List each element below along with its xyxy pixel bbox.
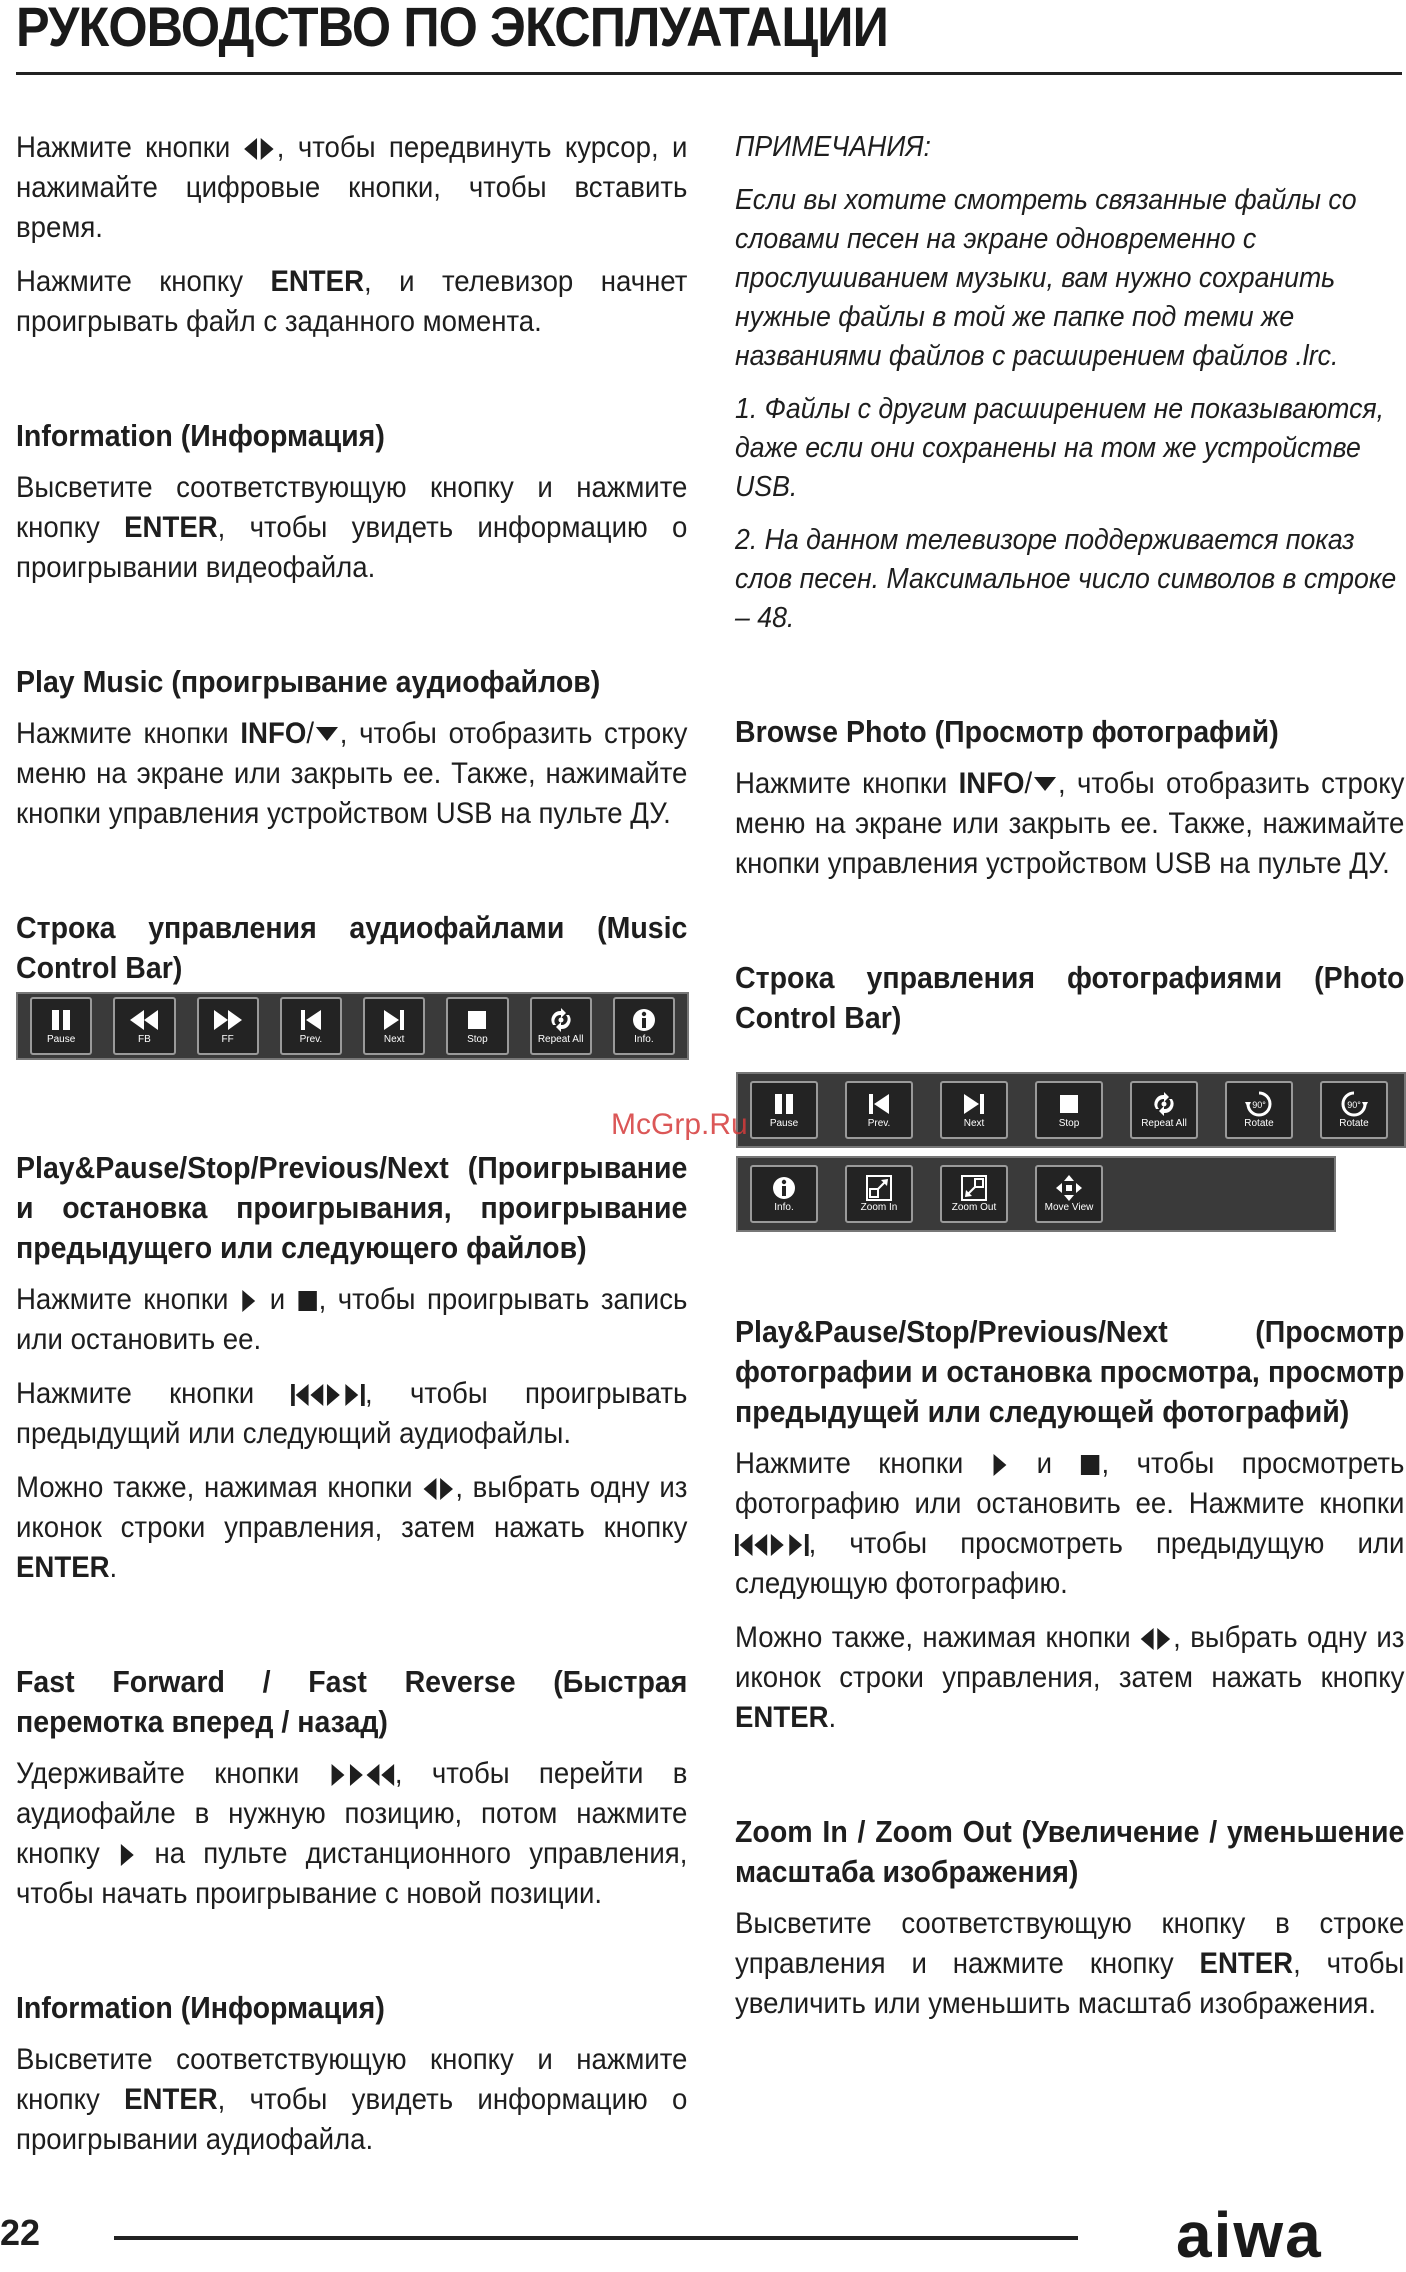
button-label: Repeat All <box>537 1034 584 1045</box>
heading-browse-photo: Browse Photo (Просмотр фотографий) <box>735 714 1279 749</box>
button-label: Info. <box>774 1202 794 1213</box>
ff-fr-icon <box>329 1757 395 1790</box>
pause-icon <box>770 1090 798 1118</box>
select-icon-paragraph: Можно также, нажимая кнопки , выбрать одну из иконок строки управления, затем нажать кнопку ENTER. <box>16 1471 688 1584</box>
prev-next-icon <box>291 1377 365 1410</box>
brand-logo: aiwa <box>1176 2199 1323 2271</box>
note-extension: 1. Файлы с другим расширением не показываются, даже если они сохранены на том же устройстве USB. <box>735 393 1385 503</box>
repeat-all-icon <box>1150 1090 1178 1118</box>
stop-icon <box>298 1291 316 1311</box>
heading-play-music: Play Music (проигрывание аудиофайлов) <box>16 664 601 699</box>
heading-play-pause-music: Play&Pause/Stop/Previous/Next (Проигрывание и остановка проигрывания, проигрывание предыдущего или следующего файлов) <box>16 1150 688 1265</box>
heading-play-pause-photo: Play&Pause/Stop/Previous/Next (Просмотр фотографии и остановка просмотра, просмотр предыдущей или следующей фотографий) <box>735 1314 1405 1429</box>
left-right-arrows-icon <box>244 131 277 164</box>
zoom-in-icon <box>865 1174 893 1202</box>
music-stop-button[interactable] <box>446 997 508 1055</box>
play-stop-paragraph: Нажмите кнопки и , чтобы проигрывать запись или остановить ее. <box>16 1283 688 1356</box>
fast-forward-paragraph: Удерживайте кнопки , чтобы перейти в аудиофайле в нужную позицию, потом нажмите кнопку на пульте дистанционного управления, чтобы начать проигрывание с новой позиции. <box>16 1757 688 1910</box>
info-icon <box>771 1174 797 1202</box>
button-label: Info. <box>634 1034 654 1045</box>
svg-text:90°: 90° <box>1347 1100 1361 1110</box>
music-fb-button[interactable] <box>113 997 175 1055</box>
photo-select-icon-paragraph: Можно также, нажимая кнопки , выбрать одну из иконок строки управления, затем нажать кнопку ENTER. <box>735 1621 1405 1734</box>
cursor-paragraph: Нажмите кнопки , чтобы передвинуть курсор, и нажимайте цифровые кнопки, чтобы вставить время. <box>16 131 688 244</box>
browse-photo-paragraph: Нажмите кнопки INFO/ , чтобы отобразить строку меню на экране или закрыть ее. Также, нажимайте кнопки управления устройством USB на пульте ДУ. <box>735 767 1405 880</box>
button-label: Stop <box>1058 1118 1080 1129</box>
button-label: Rotate <box>1339 1118 1369 1129</box>
rotate-ccw-icon <box>1340 1090 1368 1118</box>
page-title: РУКОВОДСТВО ПО ЭКСПЛУАТАЦИИ <box>16 0 888 58</box>
note-max-chars: 2. На данном телевизоре поддерживается показ слов песен. Максимальное число символов в строке – 48. <box>735 524 1397 634</box>
heading-music-control-bar: Строка управления аудиофайлами (Music Control Bar) <box>16 910 688 985</box>
note-lrc: Если вы хотите смотреть связанные файлы со словами песен на экране одновременно с прослушиванием музыки, вам нужно сохранить нужные файлы в той же папке под теми же названиями файлов с расширением файлов .lrc. <box>735 184 1357 372</box>
music-repeat-all-button[interactable] <box>530 997 592 1055</box>
left-column-lower <box>16 1148 688 2174</box>
fast-backward-icon <box>128 1006 160 1034</box>
photo-rotate-button[interactable] <box>1320 1081 1388 1139</box>
down-arrow-icon <box>316 727 338 741</box>
button-label: Pause <box>769 1118 799 1129</box>
left-column <box>16 128 688 1000</box>
down-arrow-icon <box>1034 777 1056 791</box>
photo-repeat-all-button[interactable] <box>1130 1081 1198 1139</box>
photo-rotate-button[interactable] <box>1225 1081 1293 1139</box>
previous-icon <box>866 1090 892 1118</box>
previous-icon <box>298 1006 324 1034</box>
music-next-button[interactable] <box>363 997 425 1055</box>
button-label: Rotate <box>1244 1118 1274 1129</box>
music-ff-button[interactable] <box>197 997 259 1055</box>
button-label: Zoom In <box>860 1202 898 1213</box>
svg-text:90°: 90° <box>1252 1100 1266 1110</box>
heading-zoom: Zoom In / Zoom Out (Увеличение / уменьшение масштаба изображения) <box>735 1814 1405 1889</box>
next-icon <box>961 1090 987 1118</box>
stop-icon <box>1081 1455 1099 1475</box>
photo-pause-button[interactable] <box>750 1081 818 1139</box>
footer-divider <box>114 2236 1078 2240</box>
button-label: Next <box>963 1118 985 1129</box>
info-icon <box>631 1006 657 1034</box>
button-label: Prev. <box>299 1034 323 1045</box>
fast-forward-icon <box>212 1006 244 1034</box>
pause-icon <box>47 1006 75 1034</box>
title-divider <box>16 72 1402 75</box>
watermark: McGrp.Ru <box>611 1108 748 1141</box>
play-icon <box>121 1844 134 1866</box>
page-number: 22 <box>0 2212 41 2253</box>
button-label: Repeat All <box>1141 1118 1187 1129</box>
left-right-arrows-icon <box>422 1471 455 1504</box>
photo-next-button[interactable] <box>940 1081 1008 1139</box>
right-column <box>735 128 1405 1050</box>
photo-control-bar-row2 <box>736 1156 1336 1232</box>
right-column-lower <box>735 1312 1405 2038</box>
heading-information-audio: Information (Информация) <box>16 1990 385 2025</box>
button-label: Move View <box>1044 1202 1094 1213</box>
heading-photo-control-bar: Строка управления фотографиями (Photo Control Bar) <box>735 960 1405 1035</box>
next-icon <box>381 1006 407 1034</box>
photo-zoom-in-button[interactable] <box>845 1165 913 1223</box>
stop-icon <box>1057 1090 1081 1118</box>
photo-zoom-out-button[interactable] <box>940 1165 1008 1223</box>
information-audio-paragraph: Высветите соответствующую кнопку и нажмите кнопку ENTER, чтобы увидеть информацию о проигрывании аудиофайла. <box>16 2043 688 2156</box>
music-info-button[interactable] <box>613 997 675 1055</box>
enter-paragraph: Нажмите кнопку ENTER, и телевизор начнет проигрывать файл с заданного момента. <box>16 265 688 338</box>
button-label: Zoom Out <box>951 1202 997 1213</box>
prev-next-paragraph: Нажмите кнопки , чтобы проигрывать предыдущий или следующий аудиофайлы. <box>16 1377 688 1450</box>
button-label: Prev. <box>867 1118 891 1129</box>
photo-prev-button[interactable] <box>845 1081 913 1139</box>
music-prev-button[interactable] <box>280 997 342 1055</box>
zoom-out-icon <box>960 1174 988 1202</box>
rotate-cw-icon <box>1245 1090 1273 1118</box>
information-video-paragraph: Высветите соответствующую кнопку и нажмите кнопку ENTER, чтобы увидеть информацию о проигрывании видеофайла. <box>16 471 688 584</box>
button-label: Pause <box>46 1034 76 1045</box>
music-control-bar <box>16 992 689 1060</box>
prev-next-icon <box>735 1527 809 1560</box>
play-music-paragraph: Нажмите кнопки INFO/ , чтобы отобразить строку меню на экране или закрыть ее. Также, нажимайте кнопки управления устройством USB на пульте ДУ. <box>16 717 688 830</box>
photo-stop-button[interactable] <box>1035 1081 1103 1139</box>
repeat-all-icon <box>547 1006 575 1034</box>
photo-control-bar-row1 <box>736 1072 1406 1148</box>
stop-icon <box>465 1006 489 1034</box>
photo-info-button[interactable] <box>750 1165 818 1223</box>
move-view-icon <box>1055 1174 1083 1202</box>
notes-title: ПРИМЕЧАНИЯ: <box>735 131 931 163</box>
button-label: FB <box>137 1034 151 1045</box>
button-label: Next <box>383 1034 405 1045</box>
photo-move-view-button[interactable] <box>1035 1165 1103 1223</box>
zoom-paragraph: Высветите соответствующую кнопку в строке управления и нажмите кнопку ENTER, чтобы увеличить или уменьшить масштаб изображения. <box>735 1907 1405 2020</box>
play-icon <box>243 1290 256 1312</box>
notes-block <box>735 128 1405 638</box>
heading-information-video: Information (Информация) <box>16 418 385 453</box>
heading-fast-forward: Fast Forward / Fast Reverse (Быстрая перемотка вперед / назад) <box>16 1664 688 1739</box>
play-icon <box>994 1454 1007 1476</box>
button-label: FF <box>221 1034 234 1045</box>
button-label: Stop <box>467 1034 488 1045</box>
photo-play-stop-paragraph: Нажмите кнопки и , чтобы просмотреть фотографию или остановить ее. Нажмите кнопки , чтобы просмотреть предыдущую или следующую фотографию. <box>735 1447 1405 1600</box>
music-pause-button[interactable] <box>30 997 92 1055</box>
left-right-arrows-icon <box>1140 1621 1173 1654</box>
